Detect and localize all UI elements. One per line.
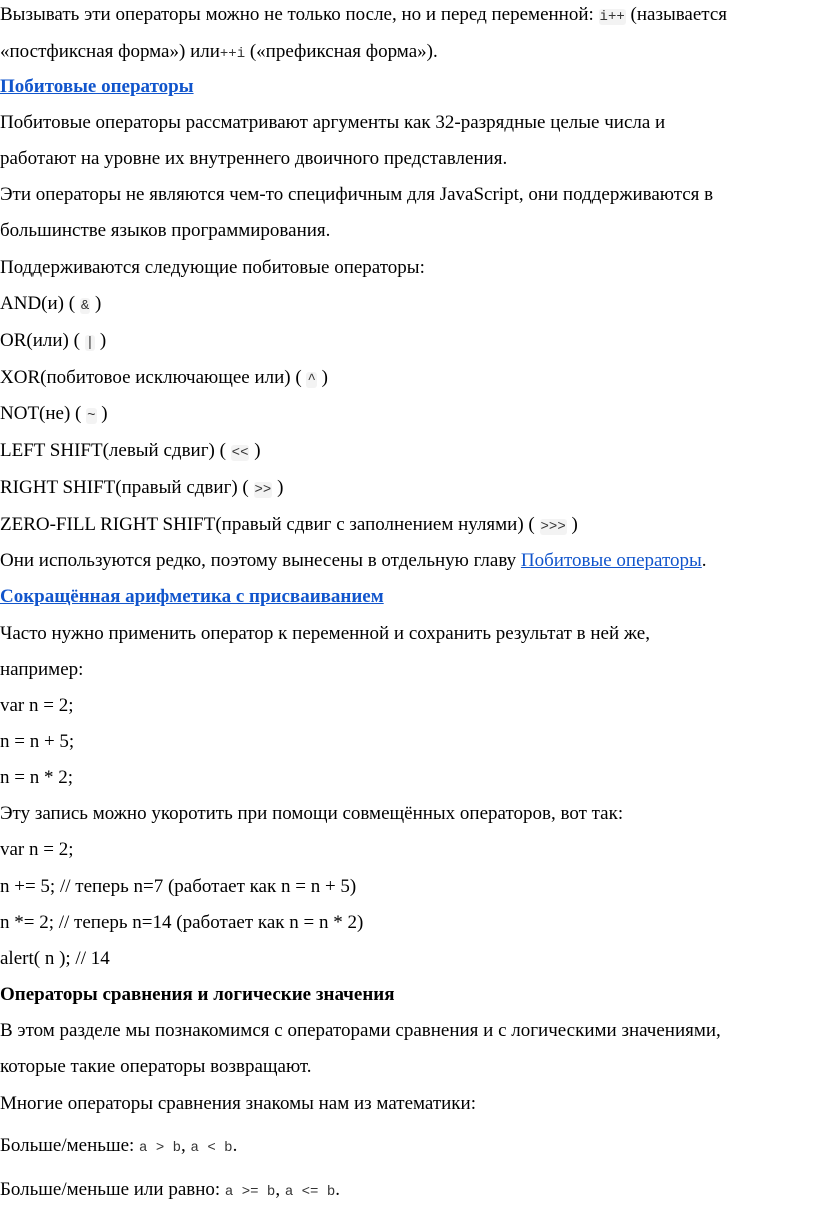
code-line: n += 5; // теперь n=7 (работает как n = n + 5) bbox=[0, 876, 357, 897]
code-line: n *= 2; // теперь n=14 (работает как n = n * 2) bbox=[0, 912, 364, 933]
text: ) bbox=[566, 514, 578, 535]
compare-para-1-line-2: которые такие операторы возвращают. bbox=[0, 1056, 312, 1077]
text: ) bbox=[249, 440, 261, 461]
bitwise-operator-item bbox=[0, 439, 814, 463]
bitwise-operator-item bbox=[0, 292, 814, 316]
operator-name: AND(и) ( bbox=[0, 293, 80, 314]
operator-symbol: & bbox=[80, 298, 90, 314]
text: ) bbox=[90, 293, 102, 314]
operator-symbol: ^ bbox=[307, 372, 316, 388]
text: , bbox=[181, 1135, 191, 1156]
text: «постфиксная форма») или bbox=[0, 41, 220, 62]
operator-symbol: >> bbox=[254, 482, 272, 498]
compare-gt-lt-line bbox=[0, 1134, 814, 1158]
bitwise-rare-note bbox=[0, 549, 814, 573]
assign-heading-link[interactable]: Сокращённая арифметика с присваиванием bbox=[0, 586, 384, 607]
text: . bbox=[335, 1179, 341, 1200]
code-line: alert( n ); // 14 bbox=[0, 948, 110, 969]
bitwise-operator-item bbox=[0, 329, 814, 353]
operator-symbol: << bbox=[231, 445, 249, 461]
text: . bbox=[232, 1135, 238, 1156]
code-less: a < b bbox=[190, 1140, 233, 1156]
text: Больше/меньше: bbox=[0, 1135, 140, 1156]
code-line: var n = 2; bbox=[0, 839, 74, 860]
compare-heading: Операторы сравнения и логические значения bbox=[0, 984, 395, 1005]
text: , bbox=[275, 1179, 285, 1200]
compare-ge-le-line bbox=[0, 1178, 814, 1202]
increment-line-2 bbox=[0, 40, 814, 64]
bitwise-operator-item bbox=[0, 366, 814, 390]
operator-name: XOR(побитовое исключающее или) ( bbox=[0, 367, 307, 388]
bitwise-heading-line bbox=[0, 75, 814, 99]
bitwise-heading-link[interactable]: Побитовые операторы bbox=[0, 76, 194, 97]
assign-para-1-line-2: например: bbox=[0, 659, 84, 680]
assign-para-2: Эту запись можно укоротить при помощи совмещённых операторов, вот так: bbox=[0, 803, 624, 824]
code-line: n = n + 5; bbox=[0, 731, 75, 752]
bitwise-operator-item bbox=[0, 513, 814, 537]
text: ) bbox=[316, 367, 328, 388]
increment-line-1 bbox=[0, 3, 814, 27]
code-postfix: i++ bbox=[599, 9, 625, 25]
text: (называется bbox=[625, 4, 728, 25]
compare-para-1-line-1: В этом разделе мы познакомимся с операторами сравнения и с логическими значениями, bbox=[0, 1020, 721, 1041]
operator-name: NOT(не) ( bbox=[0, 403, 87, 424]
text: Больше/меньше или равно: bbox=[0, 1179, 225, 1200]
operator-name: LEFT SHIFT(левый сдвиг) ( bbox=[0, 440, 231, 461]
bitwise-para-2-line-1: Эти операторы не являются чем-то специфичным для JavaScript, они поддерживаются в bbox=[0, 184, 714, 205]
operator-name: OR(или) ( bbox=[0, 330, 85, 351]
operator-symbol: | bbox=[85, 335, 95, 351]
text: ) bbox=[272, 477, 284, 498]
bitwise-para-1-line-2: работают на уровне их внутреннего двоичного представления. bbox=[0, 148, 508, 169]
code-line: var n = 2; bbox=[0, 695, 74, 716]
code-prefix: ++i bbox=[219, 46, 246, 62]
text: ) bbox=[96, 403, 108, 424]
bitwise-operator-item bbox=[0, 402, 814, 426]
bitwise-intro: Поддерживаются следующие побитовые операторы: bbox=[0, 257, 425, 278]
text: . bbox=[701, 550, 707, 571]
code-line: n = n * 2; bbox=[0, 767, 73, 788]
bitwise-chapter-link[interactable]: Побитовые операторы bbox=[520, 550, 702, 571]
operator-name: RIGHT SHIFT(правый сдвиг) ( bbox=[0, 477, 254, 498]
bitwise-operator-item bbox=[0, 476, 814, 500]
bitwise-para-2-line-2: большинстве языков программирования. bbox=[0, 220, 331, 241]
operator-symbol: ~ bbox=[87, 408, 96, 424]
operator-symbol: >>> bbox=[540, 519, 566, 535]
code-less-equal: a <= b bbox=[284, 1184, 336, 1200]
assign-heading-line bbox=[0, 585, 814, 609]
text: («префиксная форма»). bbox=[245, 41, 438, 62]
text: Вызывать эти операторы можно не только после, но и перед переменной: bbox=[0, 4, 599, 25]
code-greater: a > b bbox=[139, 1140, 182, 1156]
compare-para-2: Многие операторы сравнения знакомы нам из математики: bbox=[0, 1093, 476, 1114]
text: ) bbox=[95, 330, 107, 351]
text: Они используются редко, поэтому вынесены в отдельную главу bbox=[0, 550, 521, 571]
assign-para-1-line-1: Часто нужно применить оператор к переменной и сохранить результат в ней же, bbox=[0, 623, 650, 644]
code-greater-equal: a >= b bbox=[224, 1184, 276, 1200]
operator-name: ZERO-FILL RIGHT SHIFT(правый сдвиг с заполнением нулями) ( bbox=[0, 514, 540, 535]
bitwise-para-1-line-1: Побитовые операторы рассматривают аргументы как 32-разрядные целые числа и bbox=[0, 112, 666, 133]
